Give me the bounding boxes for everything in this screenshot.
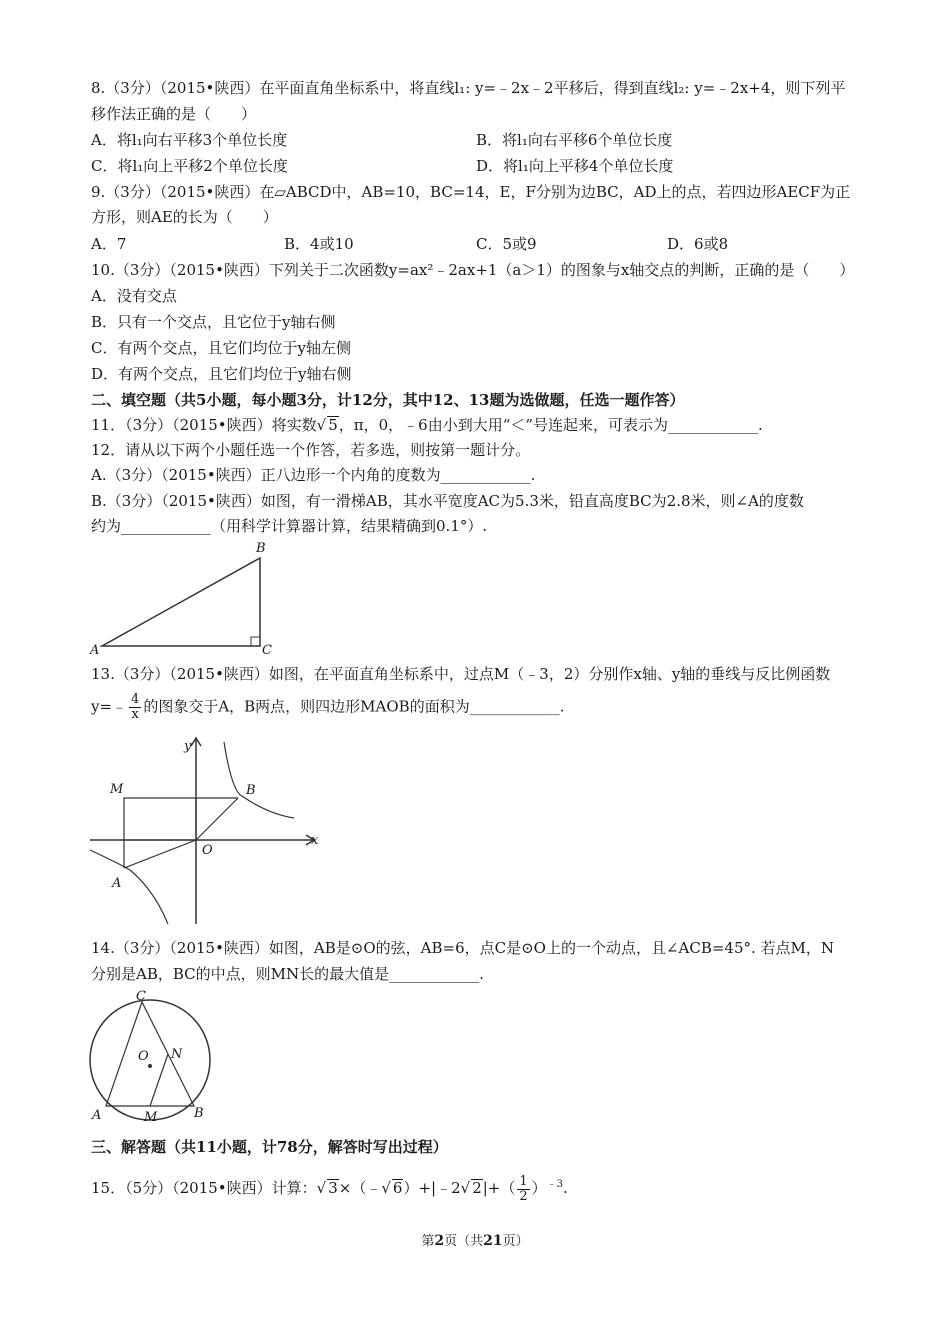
label-c: C bbox=[136, 989, 146, 1004]
q8-stem-line1: 8.（3分）（2015•陕西）在平面直角坐标系中，将直线l₁: y=﹣2x﹣2平移后，得到直线l₂: y=﹣2x+4，则下列平 bbox=[91, 79, 846, 97]
q13-fraction bbox=[129, 693, 141, 722]
q11-radicand: 5 bbox=[328, 416, 338, 434]
label-n: N bbox=[171, 1047, 183, 1062]
label-x: x bbox=[311, 833, 319, 848]
label-a: A bbox=[92, 1108, 102, 1123]
circle-figure bbox=[86, 988, 216, 1124]
q10-option-a: A．没有交点 bbox=[91, 287, 177, 305]
label-b: B bbox=[256, 541, 266, 556]
section-2-heading: 二、填空题（共5小题，每小题3分，计12分，其中12、13题为选做题，任选一题作答） bbox=[91, 391, 685, 409]
sqrt-sign: √ bbox=[381, 1179, 391, 1197]
q8-option-b: B．将l₁向右平移6个单位长度 bbox=[476, 131, 673, 149]
q9-option-c: C．5或9 bbox=[476, 235, 537, 253]
q15-radicand-1: 3 bbox=[328, 1179, 338, 1197]
q9-option-b: B．4或10 bbox=[284, 235, 354, 253]
q12-part-b-line1: B.（3分）（2015•陕西）如图，有一滑梯AB，其水平宽度AC为5.3米，铅直高度BC为2.8米，则∠A的度数 bbox=[91, 492, 804, 510]
q9-option-d: D．6或8 bbox=[667, 235, 729, 253]
q12-part-b-line2: 约为____________（用科学计算器计算，结果精确到0.1°）. bbox=[91, 517, 488, 535]
q12-intro: 12．请从以下两个小题任选一个作答，若多选，则按第一题计分。 bbox=[91, 441, 531, 459]
coordinate-figure bbox=[86, 732, 326, 928]
q15-mid-4: ） bbox=[531, 1179, 547, 1197]
q15-mid-2: ）+|﹣2 bbox=[403, 1179, 461, 1197]
page-footer bbox=[0, 1230, 950, 1249]
section-3-heading: 三、解答题（共11小题，计78分，解答时写出过程） bbox=[91, 1138, 448, 1156]
label-y: y bbox=[184, 739, 192, 754]
q15-exponent: ﹣3 bbox=[546, 1179, 564, 1190]
label-o: O bbox=[138, 1049, 149, 1064]
q10-option-b: B．只有一个交点，且它位于y轴右侧 bbox=[91, 313, 336, 331]
slide-triangle-figure bbox=[86, 538, 286, 658]
q9-option-a: A．7 bbox=[91, 235, 127, 253]
q15-frac-den: 2 bbox=[519, 1188, 528, 1204]
label-c: C bbox=[262, 643, 272, 658]
label-m: M bbox=[144, 1110, 158, 1124]
footer-page-number: 2 bbox=[434, 1233, 445, 1249]
footer-mid: 页（共 bbox=[444, 1234, 484, 1249]
sqrt-sign: √ bbox=[460, 1179, 471, 1197]
q15-radicand-3: 2 bbox=[472, 1179, 482, 1197]
q8-stem-line2: 移作法正确的是（ ） bbox=[91, 105, 257, 123]
label-m: M bbox=[110, 782, 124, 797]
footer-pre: 第 bbox=[421, 1234, 435, 1249]
q8-option-a: A．将l₁向右平移3个单位长度 bbox=[91, 131, 288, 149]
label-a: A bbox=[90, 643, 100, 658]
q15-end: . bbox=[563, 1179, 568, 1197]
label-b: B bbox=[194, 1106, 204, 1121]
q12-part-a: A.（3分）（2015•陕西）正八边形一个内角的度数为____________. bbox=[91, 466, 536, 484]
q13-frac-num: 4 bbox=[131, 692, 140, 707]
q15-frac-num: 1 bbox=[519, 1173, 528, 1189]
label-o: O bbox=[202, 843, 213, 858]
q14-stem-line1: 14.（3分）（2015•陕西）如图，AB是⊙O的弦，AB=6，点C是⊙O上的一个动点，且∠ACB=45°. 若点M，N bbox=[91, 939, 835, 957]
q15-stem bbox=[91, 1170, 568, 1204]
q10-option-d: D．有两个交点，且它们均位于y轴右侧 bbox=[91, 365, 352, 383]
q11-before: 11．（3分）（2015•陕西）将实数 bbox=[91, 416, 317, 434]
sqrt-sign: √ bbox=[316, 416, 327, 434]
q10-stem: 10.（3分）（2015•陕西）下列关于二次函数y=ax²﹣2ax+1（a＞1）的图象与x轴交点的判断，正确的是（ ） bbox=[91, 261, 855, 279]
q13-frac-den: x bbox=[131, 707, 139, 722]
q15-mid-3: |+（ bbox=[482, 1179, 516, 1197]
q14-stem-line2: 分别是AB，BC的中点，则MN长的最大值是____________. bbox=[91, 965, 484, 983]
label-a: A bbox=[112, 876, 122, 891]
q15-radicand-2: 6 bbox=[392, 1179, 403, 1197]
q15-mid-1: ×（﹣ bbox=[338, 1179, 382, 1197]
label-b: B bbox=[246, 783, 256, 798]
q9-stem-line2: 方形，则AE的长为（ ） bbox=[91, 208, 278, 226]
q15-prefix: 15．（5分）（2015•陕西）计算： bbox=[91, 1179, 317, 1197]
q13-stem-line2 bbox=[91, 693, 564, 722]
q8-option-c: C．将l₁向上平移2个单位长度 bbox=[91, 157, 288, 175]
q11-after: ，π，0，﹣6由小到大用“＜”号连起来，可表示为____________. bbox=[338, 416, 763, 434]
q13-after: 的图象交于A，B两点，则四边形MAOB的面积为____________. bbox=[143, 697, 565, 716]
q9-stem-line1: 9.（3分）（2015•陕西）在▱ABCD中，AB=10，BC=14，E，F分别为边BC，AD上的点，若四边形AECF为正 bbox=[91, 183, 851, 201]
footer-total-pages: 21 bbox=[483, 1233, 503, 1249]
q15-fraction bbox=[517, 1175, 529, 1204]
q13-y-eq: y=﹣ bbox=[91, 697, 128, 716]
sqrt-sign: √ bbox=[316, 1179, 327, 1197]
q8-option-d: D．将l₁向上平移4个单位长度 bbox=[476, 157, 674, 175]
q11-stem bbox=[91, 415, 763, 435]
q10-option-c: C．有两个交点，且它们均位于y轴左侧 bbox=[91, 339, 351, 357]
footer-post: 页） bbox=[502, 1234, 529, 1249]
q13-stem-line1: 13.（3分）（2015•陕西）如图，在平面直角坐标系中，过点M（﹣3，2）分别作x轴、y轴的垂线与反比例函数 bbox=[91, 665, 831, 683]
